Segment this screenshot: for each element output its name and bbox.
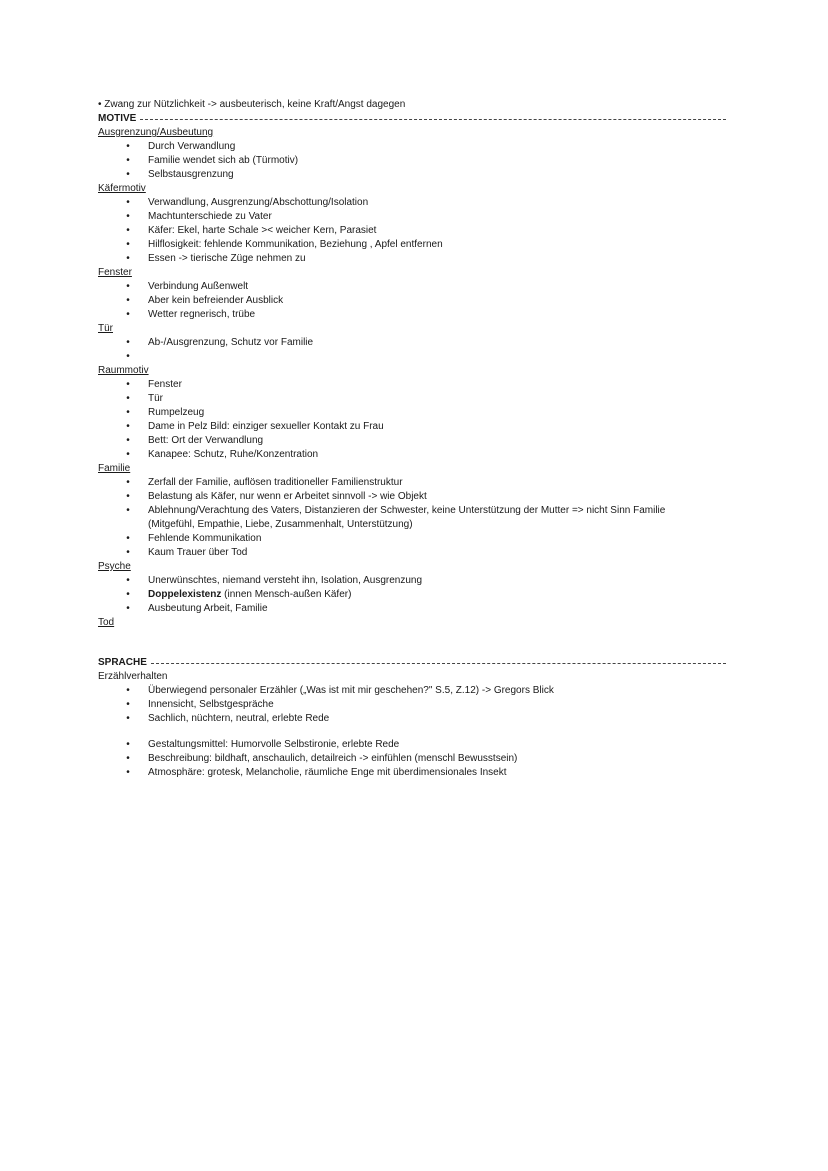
heading-familie: Familie: [98, 463, 131, 474]
list-item: • Käfer: Ekel, harte Schale >< weicher Kern, Parasiet: [126, 225, 377, 236]
list-item: • Ausbeutung Arbeit, Familie: [126, 603, 268, 614]
list-item-empty: •: [126, 351, 130, 362]
heading-tod: Tod: [98, 617, 115, 628]
list-item: • Gestaltungsmittel: Humorvolle Selbstironie, erlebte Rede: [126, 739, 400, 750]
heading-fenster: Fenster: [98, 267, 132, 278]
intro-bullet: • Zwang zur Nützlichkeit -> ausbeuterisch, keine Kraft/Angst dagegen: [98, 99, 406, 110]
list-item: • Bett: Ort der Verwandlung: [126, 435, 264, 446]
list-item: • Sachlich, nüchtern, neutral, erlebte Rede: [126, 713, 330, 724]
bold-term: Doppelexistenz: [148, 589, 222, 600]
heading-ausgrenzung: Ausgrenzung/Ausbeutung: [98, 127, 214, 138]
section-motive-header: [98, 112, 726, 126]
list-item: • Fehlende Kommunikation: [126, 533, 262, 544]
list-item: • Ablehnung/Verachtung des Vaters, Distanzieren der Schwester, keine Unterstützung der Mutter => nicht Sinn Familie: [126, 505, 666, 516]
document-page: [98, 98, 726, 780]
list-item: • Hilflosigkeit: fehlende Kommunikation, Beziehung , Apfel entfernen: [126, 239, 443, 250]
heading-erzaehlverhalten: Erzählverhalten: [98, 671, 168, 682]
list-item: • Verbindung Außenwelt: [126, 281, 249, 292]
heading-tuer: Tür: [98, 323, 113, 334]
list-item: • Ab-/Ausgrenzung, Schutz vor Familie: [126, 337, 314, 348]
list-item: • Fenster: [126, 379, 182, 390]
list-item: • Tür: [126, 393, 163, 404]
list-item: • Wetter regnerisch, trübe: [126, 309, 256, 320]
list-item: • Belastung als Käfer, nur wenn er Arbeitet sinnvoll -> wie Objekt: [126, 491, 427, 502]
dashed-rule: [151, 663, 726, 664]
list-item: • Rumpelzeug: [126, 407, 205, 418]
list-item: • Kaum Trauer über Tod: [126, 547, 248, 558]
list-item: • Beschreibung: bildhaft, anschaulich, detailreich -> einfühlen (menschl Bewusstsein): [126, 753, 518, 764]
list-item-continuation: (Mitgefühl, Empathie, Liebe, Zusammenhalt, Unterstützung): [148, 519, 413, 530]
list-item: • Essen -> tierische Züge nehmen zu: [126, 253, 306, 264]
list-item: • Unerwünschtes, niemand versteht ihn, Isolation, Ausgrenzung: [126, 575, 423, 586]
list-item: • Familie wendet sich ab (Türmotiv): [126, 155, 299, 166]
dashed-rule: [140, 119, 726, 120]
list-item: • Durch Verwandlung: [126, 141, 236, 152]
list-item: • Überwiegend personaler Erzähler („Was ist mit mir geschehen?" S.5, Z.12) -> Gregors Blick: [126, 685, 554, 696]
spacer: [98, 630, 726, 656]
list-item: • Dame in Pelz Bild: einziger sexueller Kontakt zu Frau: [126, 421, 384, 432]
list-item: • Doppelexistenz (innen Mensch-außen Käfer): [126, 589, 352, 600]
spacer: [98, 726, 726, 738]
heading-psyche: Psyche: [98, 561, 131, 572]
heading-raummotiv: Raummotiv: [98, 365, 149, 376]
list-item: • Aber kein befreiender Ausblick: [126, 295, 284, 306]
list-item: • Zerfall der Familie, auflösen traditioneller Familienstruktur: [126, 477, 403, 488]
section-title: MOTIVE: [98, 113, 137, 124]
list-item: • Atmosphäre: grotesk, Melancholie, räumliche Enge mit überdimensionales Insekt: [126, 767, 507, 778]
list-item: • Innensicht, Selbstgespräche: [126, 699, 274, 710]
section-sprache-header: [98, 656, 726, 670]
heading-kaefermotiv: Käfermotiv: [98, 183, 146, 194]
section-title: SPRACHE: [98, 657, 147, 668]
list-item: • Kanapee: Schutz, Ruhe/Konzentration: [126, 449, 319, 460]
list-item: • Machtunterschiede zu Vater: [126, 211, 272, 222]
list-item: • Selbstausgrenzung: [126, 169, 234, 180]
list-item: • Verwandlung, Ausgrenzung/Abschottung/Isolation: [126, 197, 369, 208]
